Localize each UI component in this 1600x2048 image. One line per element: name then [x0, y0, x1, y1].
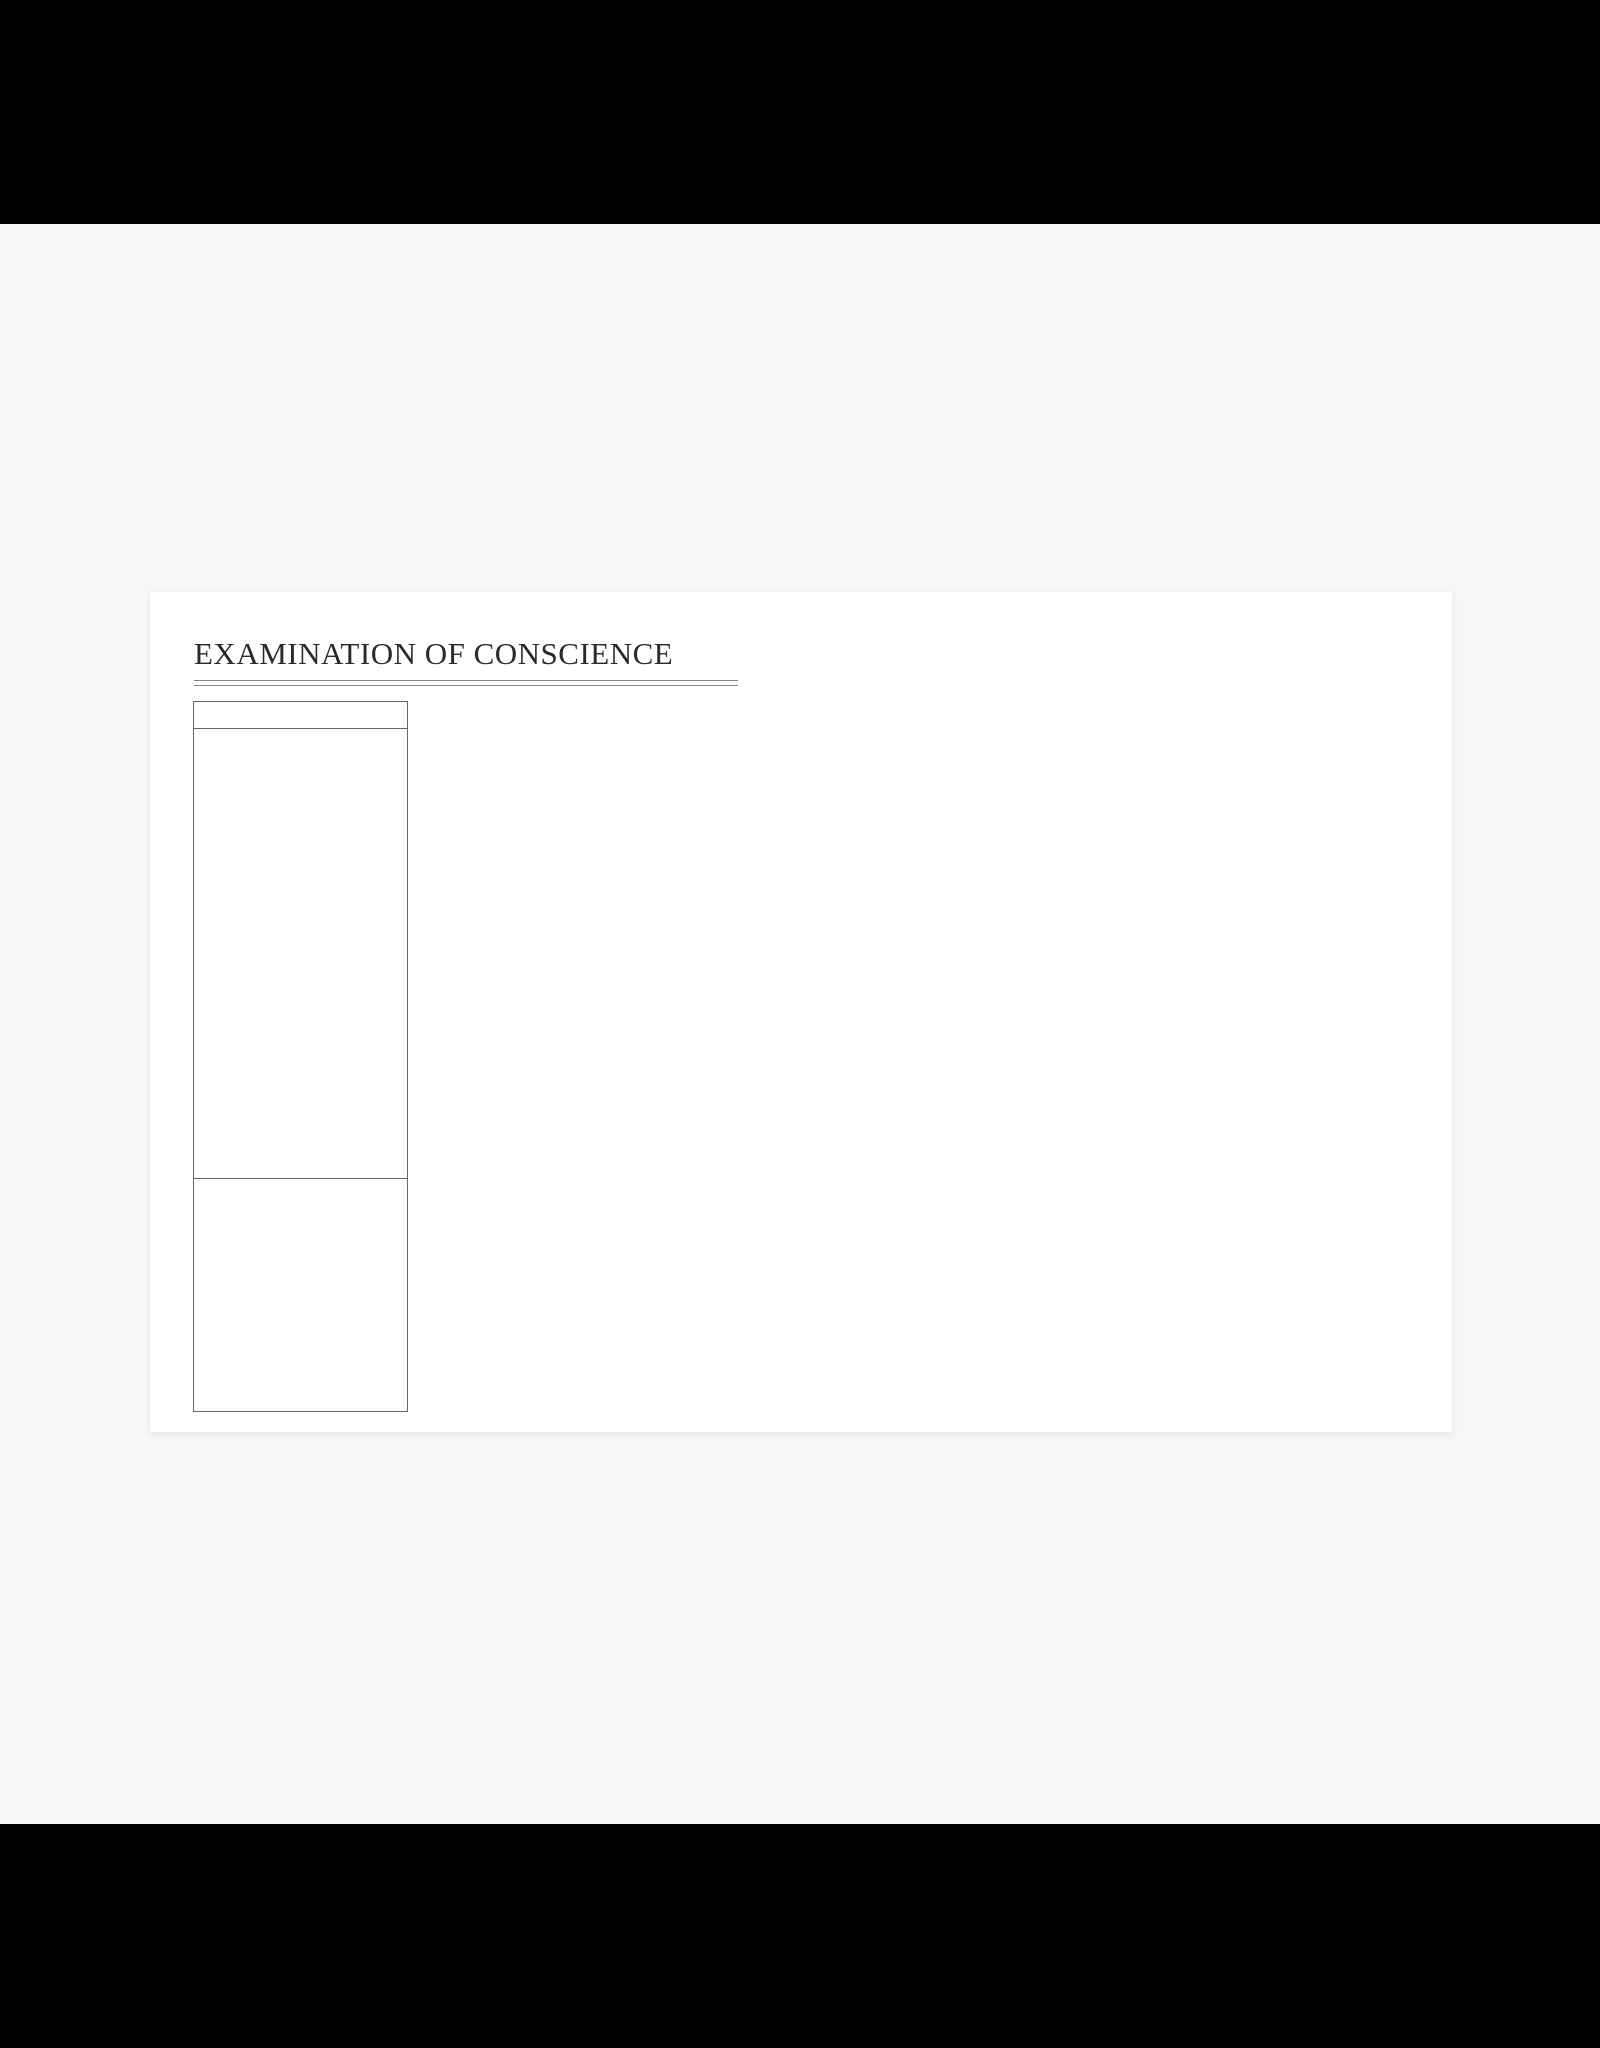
examination-card: [150, 592, 1452, 1432]
ten-commandments: [193, 701, 408, 1179]
page-background: [0, 224, 1600, 1824]
ten-commandments-heading: [194, 702, 407, 729]
page-title: EXAMINATION OF CONSCIENCE: [194, 636, 674, 671]
title-double-rule: [194, 680, 738, 686]
